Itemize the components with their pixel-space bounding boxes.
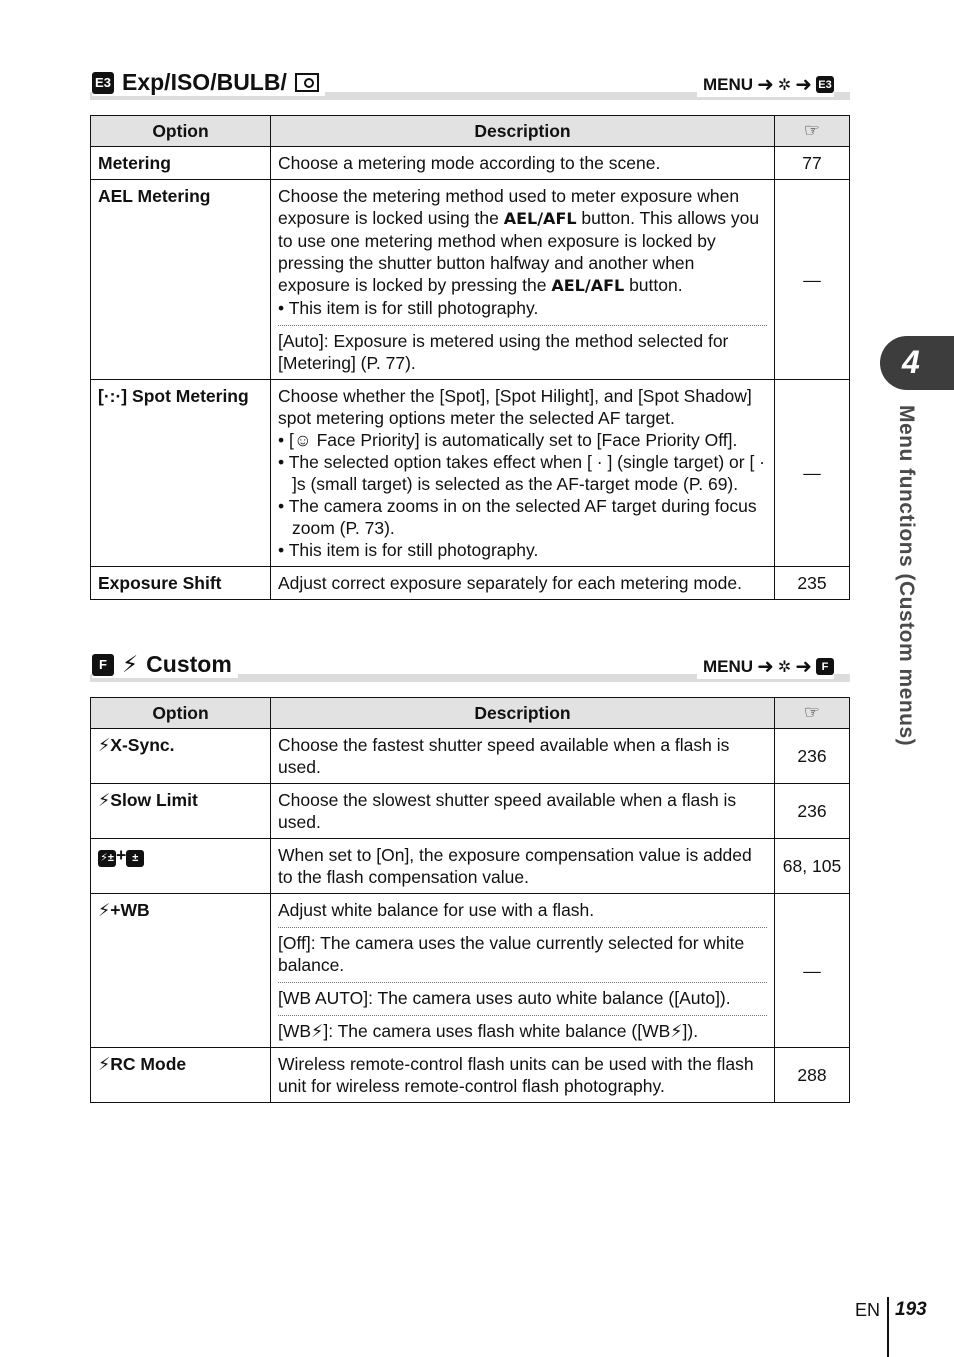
options-table-f [90, 697, 850, 1103]
section-title [92, 69, 325, 96]
section-title-text: Custom [146, 651, 232, 677]
option-cell [91, 1048, 271, 1103]
list-item: • The camera zooms in on the selected AF target during focus zoom (P. 73). [278, 495, 767, 539]
section-heading-e3 [90, 66, 850, 100]
option-label: Slow Limit [110, 790, 198, 810]
flash-icon: ⚡ [122, 651, 139, 677]
page-ref-cell: 236 [775, 729, 850, 784]
table-row [91, 839, 850, 894]
bullet-list [278, 429, 767, 561]
option-label: +WB [110, 900, 150, 920]
option-label: RC Mode [110, 1054, 187, 1074]
section-title [92, 651, 238, 678]
description-cell [271, 180, 775, 380]
header-option: Option [91, 698, 271, 729]
arrow-right-icon: ➜ [795, 74, 812, 96]
table-header-row [91, 116, 850, 147]
chapter-tab [880, 336, 954, 390]
page-ref-cell: 236 [775, 784, 850, 839]
f-badge-icon: F [816, 658, 834, 675]
option-cell [91, 839, 271, 894]
list-item: • [☺ Face Priority] is automatically set to [Face Priority Off]. [278, 429, 767, 451]
language-label: EN [855, 1300, 881, 1320]
header-option: Option [91, 116, 271, 147]
page-ref-cell: 68, 105 [775, 839, 850, 894]
option-label: X-Sync. [110, 735, 175, 755]
description-text: Choose the metering method used to meter exposure when exposure is locked using the AEL/AFL button. This allows you to use one metering method when exposure is locked by pressing the shutter button halfway and another when exposure is locked by pressing the AEL/AFL button. [278, 186, 760, 295]
flash-icon: ⚡ [98, 735, 111, 755]
option-cell: Exposure Shift [91, 567, 271, 600]
footer-divider [887, 1297, 889, 1357]
gear-icon: ✲ [777, 76, 792, 94]
option-cell: Metering [91, 147, 271, 180]
spot-target-icon: [·:·] [98, 386, 128, 406]
e3-badge-icon: E3 [92, 72, 114, 94]
section-title-text: Exp/ISO/BULB/ [122, 69, 287, 95]
section-heading-f [90, 648, 850, 682]
menu-path [697, 654, 834, 679]
page-ref-cell: — [775, 894, 850, 1048]
arrow-right-icon: ➜ [757, 656, 774, 678]
description-cell: Choose the slowest shutter speed available when a flash is used. [271, 784, 775, 839]
gear-icon: ✲ [777, 658, 792, 676]
flash-icon: ⚡ [98, 900, 111, 920]
exposure-compensation-icon: ± [126, 850, 144, 867]
menu-path [697, 72, 834, 97]
table-row [91, 380, 850, 567]
page-ref-cell: — [775, 380, 850, 567]
ael-afl-button-label: AEL/AFL [503, 209, 577, 228]
description-text: Choose whether the [Spot], [Spot Hilight], and [Spot Shadow] spot metering options meter the selected AF target. [278, 386, 752, 428]
table-row [91, 894, 850, 1048]
f-badge-icon: F [92, 654, 114, 676]
description-cell [271, 380, 775, 567]
menu-label: MENU [703, 656, 754, 676]
option-label: Spot Metering [132, 386, 249, 406]
metering-icon [295, 73, 319, 92]
flash-icon: ⚡ [98, 1054, 111, 1074]
pointing-hand-icon: ☞ [775, 698, 850, 729]
flash-icon: ⚡ [98, 790, 111, 810]
list-item: • This item is for still photography. [278, 297, 767, 319]
table-row [91, 147, 850, 180]
arrow-right-icon: ➜ [757, 74, 774, 96]
option-label: + [116, 845, 127, 865]
table-row [91, 729, 850, 784]
header-description: Description [271, 116, 775, 147]
description-cell: Wireless remote-control flash units can be used with the flash unit for wireless remote-control flash photography. [271, 1048, 775, 1103]
chapter-title-vertical: Menu functions (Custom menus) [895, 405, 918, 747]
list-item: • This item is for still photography. [278, 539, 767, 561]
list-item: • The selected option takes effect when [ · ] (single target) or [ · ]s (small target) is selected as the AF-target mode (P. 69). [278, 451, 767, 495]
setting-note: [Auto]: Exposure is metered using the method selected for [Metering] (P. 77). [278, 325, 767, 374]
page-ref-cell: 77 [775, 147, 850, 180]
description-cell: When set to [On], the exposure compensation value is added to the flash compensation value. [271, 839, 775, 894]
options-table-e3 [90, 115, 850, 600]
header-description: Description [271, 698, 775, 729]
description-cell [271, 894, 775, 1048]
page-ref-cell: — [775, 180, 850, 380]
flash-compensation-icon: ⚡± [98, 850, 116, 867]
table-header-row [91, 698, 850, 729]
page-ref-cell: 288 [775, 1048, 850, 1103]
bullet-list [278, 297, 767, 319]
table-row [91, 180, 850, 380]
page-ref-cell: 235 [775, 567, 850, 600]
setting-note: [WB AUTO]: The camera uses auto white balance ([Auto]). [278, 982, 767, 1009]
option-cell [91, 380, 271, 567]
option-cell: AEL Metering [91, 180, 271, 380]
e3-badge-icon: E3 [816, 76, 834, 93]
arrow-right-icon: ➜ [795, 656, 812, 678]
table-row [91, 567, 850, 600]
menu-label: MENU [703, 74, 754, 94]
table-row [91, 1048, 850, 1103]
description-cell: Choose a metering mode according to the scene. [271, 147, 775, 180]
table-row [91, 784, 850, 839]
pointing-hand-icon: ☞ [775, 116, 850, 147]
description-cell: Choose the fastest shutter speed available when a flash is used. [271, 729, 775, 784]
option-cell [91, 894, 271, 1048]
chapter-number: 4 [902, 344, 920, 380]
description-cell: Adjust correct exposure separately for each metering mode. [271, 567, 775, 600]
ael-afl-button-label: AEL/AFL [551, 276, 625, 295]
page-number: 193 [895, 1299, 927, 1320]
setting-note: [WB⚡]: The camera uses flash white balance ([WB⚡]). [278, 1015, 767, 1042]
option-cell [91, 729, 271, 784]
option-cell [91, 784, 271, 839]
setting-note: [Off]: The camera uses the value currently selected for white balance. [278, 927, 767, 976]
description-text: Adjust white balance for use with a flash. [278, 900, 595, 920]
